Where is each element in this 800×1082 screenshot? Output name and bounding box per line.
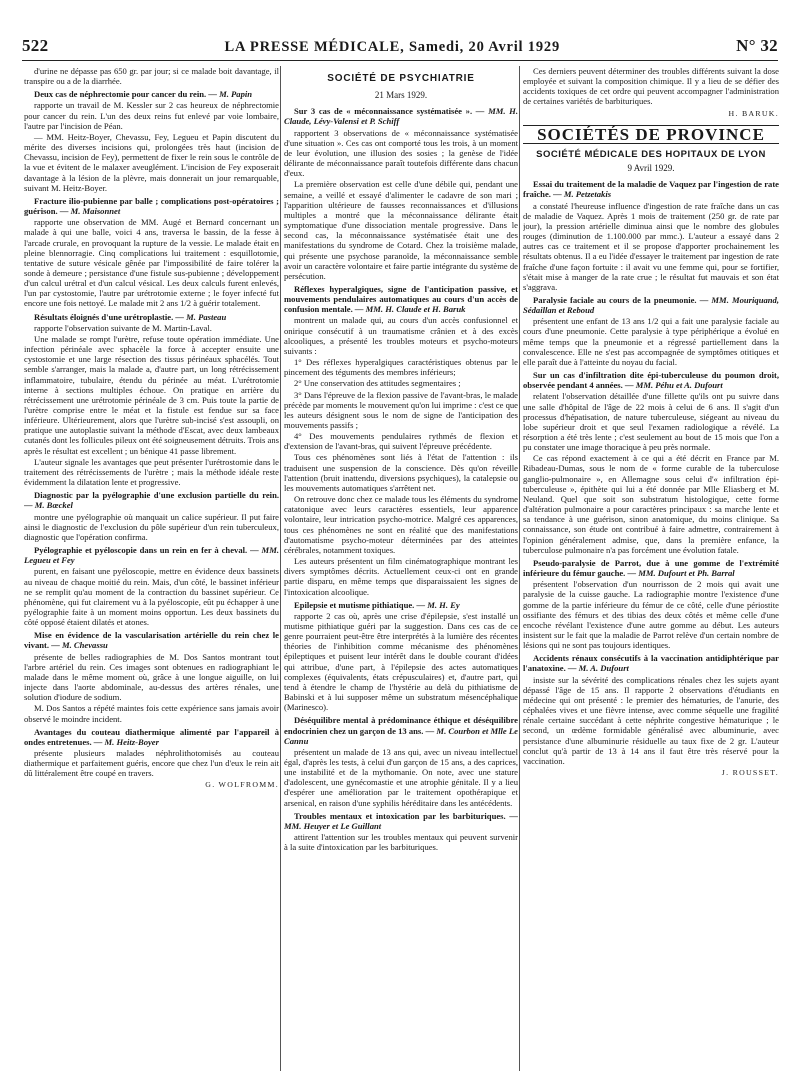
article-heading: [284, 811, 518, 831]
article-author: — M. Chevassu: [51, 640, 108, 651]
journal-title: LA PRESSE MÉDICALE, Samedi, 20 Avril 1929: [224, 39, 561, 55]
article-heading: [284, 600, 518, 610]
column-middle: [284, 66, 518, 1076]
paragraph: Tous ces phénomènes sont liés à l'état de l'attention : ils traduisent une suspension de la conscience. Dès qu'on réveille l'attention (bruit inattendu, diversions psychiques), la catalepsie ou les mouvements automatiques s'arrêtent net.: [284, 452, 518, 493]
paragraph: présentent l'observation d'un nourrisson de 2 mois qui avait une paralysie de la cuisse gauche. La radiographie montre l'existence d'une gomme de la partie inférieure du fémur de ce côté, celle d'une périostite ossifiante des fémurs et des tibias des deux côtés et même celle d'une encoche révélant l'existence d'une autre gomme au début. Les auteurs insistent sur le fait que la maladie de Parrot relève d'un certain nombre de lésions qui ne sont pas toujours identiques.: [523, 579, 779, 651]
article-title: Epilepsie et mutisme pithiatique.: [294, 599, 415, 610]
article-title: Troubles mentaux et intoxication par les barbituriques.: [294, 810, 506, 821]
article-author: — MM. H. Claude et H. Baruk: [354, 304, 466, 315]
article-title: Déséquilibre mental à prédominance éthique et déséquilibre endocrinien chez un garçon de 13 ans.: [284, 715, 518, 736]
column-divider: [280, 66, 281, 1071]
article-heading: [24, 312, 279, 322]
paragraph: relatent l'observation détaillée d'une fillette qu'ils ont pu suivre dans une salle d'hôpital de l'âge de 22 mois à celui de 6 ans. Il s'agit d'un processus d'hépatisation, de nature tuberculeuse, siégeant au niveau du lobe supérieur droit et que seul l'examen radiologique a révélé. La résorption a été très lente ; c'est seulement au bout de 15 mois que l'on a pu constater une image thoracique à peu près normale.: [523, 391, 779, 453]
article-author: — M. H. Ey: [416, 599, 460, 610]
page-number: 522: [22, 36, 49, 55]
article-title: Résultats éloignés d'une urétroplastie.: [34, 311, 174, 322]
session-date: 21 Mars 1929.: [374, 90, 428, 101]
signature: H. BARUK.: [728, 108, 779, 118]
article-heading: [24, 630, 279, 650]
article-author: — M. Courbon et Mlle Le Cannu: [284, 725, 518, 746]
article-author: — M. Bœckel: [24, 500, 73, 511]
paragraph: — MM. Heitz-Boyer, Chevassu, Fey, Legueu et Papin discutent du mérite des diverses incisions qui, prolongées très haut (incision de Chevassu, incision de Fey), permettent de fixer le rein sous le contrôle de la vue et évitent de le malaxer aveuglément. L'incision de Fey exposerait davantage à la lésion de la plèvre, mais donnerait un jour remarquable, suivant M. Heitz-Boyer.: [24, 131, 279, 193]
article-author: — MM. Péhu et A. Dufourt: [624, 380, 723, 391]
page-header: [22, 36, 778, 58]
article-heading: [523, 179, 779, 199]
article-author: — MM. Dufourt et Ph. Barral: [627, 568, 735, 579]
article-title: Fracture ilio-pubienne par balle ; complications post-opératoires ; guérison.: [24, 195, 279, 217]
signature: G. WOLFROMM.: [205, 780, 279, 790]
article-title: Avantages du couteau diathermique alimenté par l'appareil à ondes entretenues.: [24, 726, 279, 747]
article-author: — M. Papin: [208, 89, 253, 100]
paragraph: L'auteur signale les avantages que peut présenter l'urétrostomie dans le traitement des rétrécissements de l'urètre ; mais la méthode idéale reste évidemment la dilatation lente et progressive.: [24, 456, 279, 488]
paragraph: rapporte un travail de M. Kessler sur 2 cas heureux de néphrectomie pour cancer du rein. L'un des deux reins fut enlevé par voie lombaire, l'autre par l'incision de Péan.: [24, 100, 279, 131]
article-title: Pyélographie et pyéloscopie dans un rein en fer à cheval.: [34, 545, 248, 556]
session-date: 9 Avril 1929.: [627, 163, 675, 174]
article-heading: [284, 106, 518, 126]
paragraph: Une malade se rompt l'urètre, refuse toute opération immédiate. Une infection périnéale avec sphacèle la force à accepter ensuite une cystostomie et une large résection des tissus périnéaux sphacélés. Tout semble s'arranger, mais la malade a, d'autre part, un long rétrécissement inflammatoire, tubulaire, étendu du périnée au méat. L'urétrotomie interne à sections multiples échoue. On pratique en arrière du rétrécissement une urétrotomie périnéale de 3 cm. Puis toute la partie de l'urètre comprise entre le méat et la fistule est fendue sur sa face inférieure. Ultérieurement, alors que l'urètre sub-incisé s'est assoupli, on pratique une autoplastie suivant la méthode d'Escat, avec deux lambeaux cutanés dont les follicules pileux ont été soigneusement détruits. Trois ans après le résultat est excellent ; un bénique 41 passe librement.: [24, 333, 279, 456]
paragraph: rapporte une observation de MM. Augé et Bernard concernant un malade à qui une balle, voici 4 ans, traversa le bassin, de la fesse à l'arcade crurale, en provoquant la rupture de la vessie. Le malade était en pleine blennorragie. Cinq complications lui traitement : esquillotomie, tentative de suture vésicale gênée par l'impossibilité de faire tolérer la sonde à demeure ; persistance d'une fistule sus-pubienne ; développement d'un calcul urétral et d'un calcul vésical. Les deux calculs furent enlevés, l'un par cystostomie, l'autre par urétrotomie externe ; le foyer infecté fut encore une fois nettoyé. Le malade mit 2 ans 1/2 à guérir totalement.: [24, 217, 279, 309]
article-title: Paralysie faciale au cours de la pneumonie.: [533, 294, 697, 305]
section-banner: SOCIÉTÉS DE PROVINCE: [523, 125, 779, 144]
issue-number: N° 32: [736, 36, 778, 55]
article-author: — MM. Heuyer et Le Guillant: [284, 810, 518, 831]
paragraph: Les auteurs présentent un film cinématographique montrant les divers symptômes décrits. Actuellement ceux-ci ont en grande partie disparu, en même temps que disparaissaient les signes de l'intoxication alcoolique.: [284, 556, 518, 597]
article-title: Mise en évidence de la vascularisation artérielle du rein chez le vivant.: [24, 630, 279, 651]
column-right: [523, 66, 779, 1076]
article-heading: [284, 715, 518, 745]
paragraph: présente plusieurs malades néphrolithotomisés au couteau diathermique et parfaitement guéris, encore que chez l'un d'eux le rein ait dû littéralement être coupé en travers.: [24, 748, 279, 779]
article-heading: [24, 196, 279, 216]
signature: J. ROUSSET.: [721, 768, 779, 777]
article-title: Sur un cas d'infiltration dite épi-tuberculeuse du poumon droit, observée pendant 4 années.: [523, 370, 779, 391]
paragraph: rapporte 2 cas où, après une crise d'épilepsie, s'est installé un mutisme pithiatique guéri par la suggestion. Dans ces cas de ce genre pourraient peut-être être interprétés à la lumière des récentes théories de l'inhibition comme mécanisme des phénomènes épileptiques et puisent leur intérêt dans le double courant d'idées qui attribue, d'une part, à l'épilepsie des actes automatiques complexes (équivalents, états crépusculaires) et, d'autre part, qui tend à étendre le champ de l'hystérie au delà du pithiatisme de Babinski et à lui supposer même un substratum mésencéphalique (Marinesco).: [284, 610, 518, 713]
article-title: Essai du traitement de la maladie de Vaquez par l'ingestion de rate fraîche.: [523, 179, 779, 200]
article-heading: [24, 490, 279, 510]
paragraph: attirent l'attention sur les troubles mentaux qui peuvent survenir à la suite d'intoxication par les barbituriques.: [284, 832, 518, 853]
list-item: 3° Dans l'épreuve de la flexion passive de l'avant-bras, le malade précède par moments le mouvement qu'on lui imprime : c'est ce que les auteurs désignent sous le nom de signe de l'anticipation des mouvements passifs ;: [284, 389, 518, 430]
header-rule: [22, 60, 778, 61]
section-title: SOCIÉTÉ MÉDICALE DES HOPITAUX DE LYON: [536, 148, 766, 160]
paragraph: présentent un malade de 13 ans qui, avec un niveau intellectuel égal, d'après les tests, à celui d'un garçon de 15 ans, a des caprices, une instabilité et de la mythomanie. On note, avec une stature d'adolescent, une gynécomastie et une atrophie génitale. Il y a lieu d'espérer une amélioration par le traitement opothérapique et arsenical, en raison d'une syphilis héréditaire dans les antécédents.: [284, 746, 518, 808]
article-heading: [24, 545, 279, 565]
paragraph: montre une pyélographie où manquait un calice supérieur. Il put faire ainsi le diagnostic de l'exclusion du pôle supérieur d'un rein tuberculeux, diagnostic que l'opération confirma.: [24, 511, 279, 542]
paragraph: insiste sur la sévérité des complications rénales chez les sujets ayant dépassé l'âge de 15 ans. Il rapporte 2 observations d'étudiants en médecine qui ont présenté : le premier des hématuries, de l'anurie, des céphalées vives et une fièvre intense, avec comme séquelle une fragilité rénale certaine succédant à cette néphrite congestive hématurique ; le second, un œdème formidable généralisé avec albuminurie, avec persistance d'une albuminurie résiduelle au taux fixe de 2 gr. L'auteur conclut qu'à partir de 13 à 14 ans il faut être très réservé pour la vaccination.: [523, 674, 779, 766]
paragraph: présentent une enfant de 13 ans 1/2 qui a fait une paralysie faciale au cours d'une pneumonie. Cette paralysie à type périphérique a évolué en même temps que la pneumonie et a régressé partiellement dans la convalescence. Elle ne s'est pas accompagnée de symptômes otitiques et elle paraît due à l'atteinte du noyau du facial.: [523, 316, 779, 367]
column-divider: [519, 66, 520, 1071]
paragraph: rapporte l'observation suivante de M. Martin-Laval.: [34, 322, 212, 333]
article-heading: [284, 284, 518, 314]
article-author: — M. A. Dufourt: [567, 663, 629, 674]
paragraph: On retrouve donc chez ce malade tous les éléments du syndrome catatonique avec leurs caractères essentiels, leur apparence volontaire, leur intrication psycho-motrice. Malgré ces apparences, tous ces phénomènes ne sont en réalité que des manifestations d'automatisme psycho-moteur déterminées par des atteintes cérébrales, notamment toxiques.: [284, 494, 518, 555]
section-title: SOCIÉTÉ DE PSYCHIATRIE: [327, 73, 475, 84]
article-heading: [24, 89, 279, 99]
paragraph: rapportent 3 observations de « méconnaissance systématisée d'une situation ». Ces cas ont comporté tous les trois, à un moment de leur évolution, une illusion des sosies ; la genèse de l'idée délirante de méconnaissance paraît toutefois différente dans chacun d'eux.: [284, 127, 518, 179]
column-left: [24, 66, 279, 1076]
article-heading: [523, 370, 779, 390]
article-heading: [523, 558, 779, 578]
article-title: Accidents rénaux consécutifs à la vaccination antidiphtérique par l'anatoxine.: [523, 653, 779, 674]
article-heading: [523, 295, 779, 315]
article-author: — MM. Legueu et Fey: [24, 545, 279, 566]
article-title: Réflexes hyperalgiques, signe de l'anticipation passive, et mouvements pendulaires automatiques au cours d'un accès de confusion mentale.: [284, 283, 518, 315]
paragraph: présente de belles radiographies de M. Dos Santos montrant tout l'arbre artériel du rein. Ces images sont obtenues en radiographiant le malade dans le même moment où, grâce à une longue aiguille, on lui injecte dans l'aorte abdominale, au-dessus des artères rénales, une solution d'iodure de sodium.: [24, 651, 279, 703]
article-author: — MM. H. Claude, Lévy-Valensi et P. Schiff: [284, 106, 518, 127]
list-item: 4° Des mouvements pendulaires rythmés de flexion et d'extension de l'avant-bras, qui suivent l'épreuve précédente.: [284, 431, 518, 452]
paragraph: Ce cas répond exactement à ce qui a été décrit en France par M. Ribadeau-Dumas, sous le nom de « forme curable de la tuberculose ganglio-pulmonaire », en Allemagne sous celui d'« infiltration épi-tuberculeuse », épithète qui lui a été donnée par Mlle Eliasberg et M. Neuland. Quel que soit son substratum histologique, cette forme d'altération pulmonaire a pour caractères principaux : sa marche lente et sa tendance à une guérison, sinon anatomique, du moins clinique. Sa connaissance, son étude ont contribué à faire admettre, contrairement à l'opinion généralement admise, que, dans la première enfance, la tuberculose pulmonaire n'a pas forcément une évolution fatale.: [523, 453, 779, 555]
article-title: Deux cas de néphrectomie pour cancer du rein.: [34, 89, 207, 100]
list-item: 1° Des réflexes hyperalgiques caractéristiques obtenus par le pincement des téguments des membres inférieurs;: [284, 357, 518, 378]
article-heading: [24, 727, 279, 747]
paragraph: M. Dos Santos a répété maintes fois cette expérience sans jamais avoir observé le moindre incident.: [24, 703, 279, 724]
article-heading: [523, 653, 779, 673]
list-item: 2° Une conservation des attitudes segmentaires ;: [294, 378, 461, 389]
article-author: — M. Petzetakis: [553, 189, 612, 200]
paragraph: montrent un malade qui, au cours d'un accès confusionnel et onirique consécutif à un traumatisme crânien et à des excès alcooliques, a présenté les troubles moteurs et psycho-moteurs suivants :: [284, 315, 518, 356]
paragraph: La première observation est celle d'une débile qui, pendant une semaine, a veillé et essayé d'alimenter le cadavre de son mari ; l'apparition ultérieure de fausses reconnaissances et d'illusions multiples a montré que la méconnaissance délirante était symptomatique d'une dissociation mentale progressive. Dans le second cas, la méconnaissance systématisée était une des manifestations du syndrome de Cotard. Chez la troisième malade, qui présente une psychose paranoïde, la méconnaissance semble avoir un caractère volontaire et faire partie intégrante du système de persécution.: [284, 179, 518, 281]
paragraph: d'urine ne dépasse pas 650 gr. par jour; si ce malade boit davantage, il transpire ou a de la diarrhée.: [24, 66, 279, 87]
article-author: — M. Heitz-Boyer: [93, 736, 159, 747]
article-author: — MM. Mouriquand, Sédaillan et Reboud: [523, 294, 779, 316]
article-author: — M. Maisonnet: [59, 206, 121, 217]
article-title: Sur 3 cas de « méconnaissance systématisée ».: [294, 106, 473, 117]
article-title: Diagnostic par la pyélographie d'une exclusion partielle du rein.: [34, 490, 279, 501]
paragraph: Ces derniers peuvent déterminer des troubles différents suivant la dose employée et suivant la composition chimique. Il y a lieu de se défier des accidents toxiques de cet ordre qui peuvent accompagner l'administration de certaines variétés de barbituriques.: [523, 66, 779, 107]
article-author: — M. Pasteau: [175, 311, 227, 322]
paragraph: purent, en faisant une pyéloscopie, mettre en évidence deux bassinets au niveau de chaque moitié du rein. Mais, d'un côté, le bassinet inférieur ne se remplit qu'au moment de la contraction du bassinet supérieur. Ce phénomène, qui fut clairement vu à la pyéloscopie, eût pu échapper à une pyélographie faite à un moment moins opportun. Les deux bassinets du côté opposé étaient dilatés et atones.: [24, 566, 279, 628]
article-title: Pseudo-paralysie de Parrot, due à une gomme de l'extrémité inférieure du fémur gauche.: [523, 557, 779, 579]
paragraph: a constaté l'heureuse influence d'ingestion de rate fraîche dans un cas de maladie de Vaquez. Après 1 mois de traitement (250 gr. de rate par jour), la pression artérielle diminua ainsi que le nombre des globules rouges (diminution de 1.100.000 par mmc.). L'auteur a essayé dans 2 autres cas ce traitement et il se propose d'apporter prochainement les résultats obtenus. Il a eu l'idée d'essayer le traitement par ingestion de rate fraîche d'une façon fortuite : il avait vu une femme qui, pour se fortifier, s'était mise à manger de la rate crue ; le résultat fut mauvais et son état s'aggrava.: [523, 200, 779, 292]
